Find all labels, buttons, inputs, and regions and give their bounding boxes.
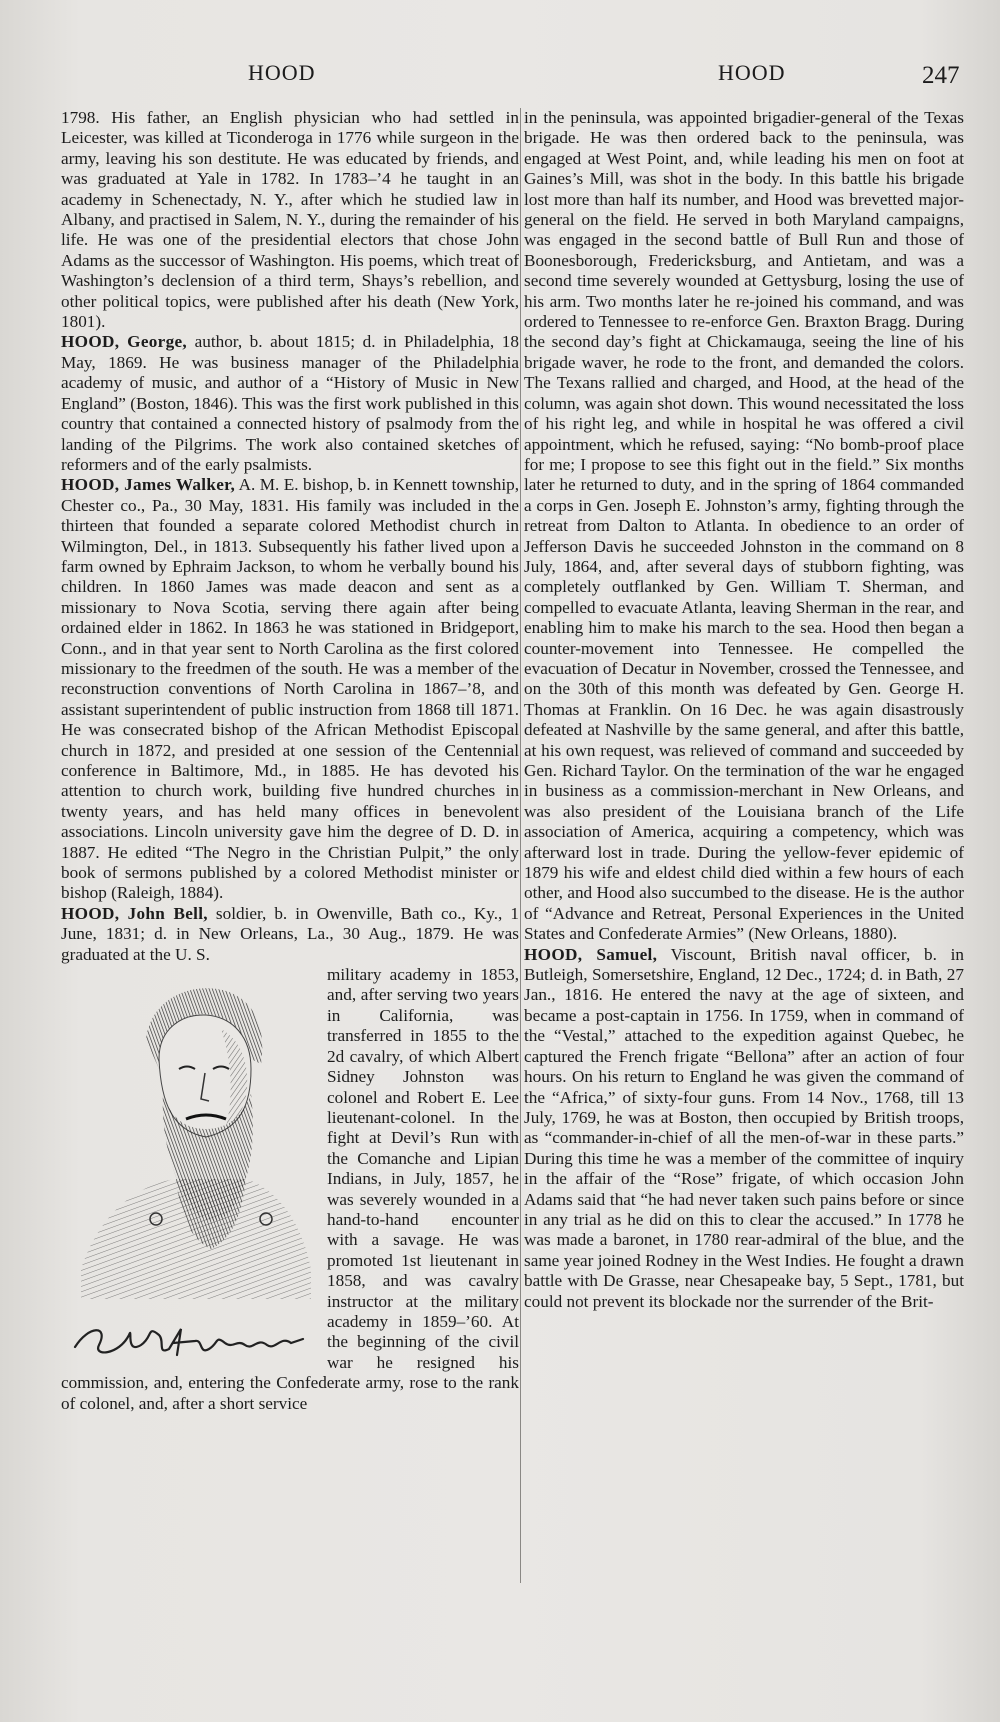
entry-heading: HOOD, Samuel, <box>524 944 658 964</box>
entry-heading: HOOD, James Walker, <box>61 475 236 495</box>
left-column <box>61 108 519 1568</box>
entry-james-walker-hood <box>61 475 519 904</box>
running-head <box>0 60 1000 90</box>
entry-text: Viscount, British naval officer, b. in Butleigh, Somersetshire, England, 12 Dec., 1724; d. in Bath, 27 Jan., 1816. He entered the navy at the age of sixteen, and became a post-captain in 1756. In 1759, when in command of the “Vestal,” attached to the expedition against Quebec, he captured the French frigate “Bellona” after an action of four hours. On his return to England he was given the command of the “Africa,” of sixty-four guns. From 14 Nov., 1768, till 13 July, 1769, he was at Boston, then occupied by British troops, as “commander-in-chief of all the men-of-war in these parts.” During this time he was a member of the committee of inquiry in the affair of the “Rose” frigate, of which occasion John Adams said that “he had never taken such pains before or since in any trial as he did on this to clear the accused.” In 1778 he was made a baronet, in 1780 rear-admiral of the blue, and the same year joined Rodney in the West Indies. He fought a drawn battle with De Grasse, near Chesapeake bay, 5 Sept., 1781, but could not prevent its blockade nor the surrender of the Brit- <box>524 944 964 1311</box>
entry-samuel-hood <box>524 945 964 1312</box>
entry-heading: HOOD, George, <box>61 332 188 352</box>
paragraph-continued: 1798. His father, an English physician who had settled in Leicester, was killed at Ticonderoga in 1776 while surgeon in the army, leaving his son destitute. He was educated by friends, and was graduated at Yale in 1782. In 1783–’4 he taught in an academy in Schenectady, N. Y., after which he studied law in Albany, and practised in Salem, N. Y., during the remainder of his life. He was one of the presidential electors that chose John Adams as the successor of Washington. His poems, which treat of Washington’s declension of a third term, Shays’s rebellion, and other political topics, were published after his death (New York, 1801). <box>61 108 519 332</box>
signature-image <box>69 1315 309 1365</box>
portrait-engraving-image <box>61 969 319 1329</box>
entry-text: author, b. about 1815; d. in Philadelphia, 18 May, 1869. He was business manager of the Philadelphia academy of music, and author of a “History of Music in New England” (Boston, 1846). This was the first work published in this country that contained a connected history of psalmody from the landing of the Pilgrims. The work also contained sketches of reformers and of the early psalmists. <box>61 332 519 474</box>
column-divider <box>520 108 521 1583</box>
entry-text: soldier, b. in Owenville, Bath co., Ky., 1 June, 1831; d. in New Orleans, La., 30 Aug., 1879. He was graduated at the U. S. <box>61 903 519 964</box>
entry-heading: HOOD, John Bell, <box>61 903 208 923</box>
running-head-left: HOOD <box>248 60 316 85</box>
entry-john-bell-hood-continued-right: in the peninsula, was appointed brigadier-general of the Texas brigade. He was then ordered back to the peninsula, was engaged at West Point, and, while leading his men on foot at Gaines’s Mill, was shot in the body. In this battle his brigade lost more than half its number, and Hood was brevetted major-general on the field. He served in both Maryland campaigns, was engaged in the second battle of Bull Run and those of Boonesborough, Fredericksburg, and Antietam, and was a second time severely wounded at Gettysburg, losing the use of his arm. Two months later he re-joined his command, and was ordered to Tennessee to re-enforce Gen. Braxton Bragg. During the second day’s fight at Chickamauga, seeing the line of his brigade waver, he rode to the front, and demanded the colors. The Texans rallied and charged, and Hood, at the head of the column, was again shot down. This wound necessitated the loss of his right leg, and while in hospital he was offered a civil appointment, which he refused, saying: “No bomb-proof place for me; I propose to see this fight out in the field.” Six months later he returned to duty, and in the spring of 1864 commanded a corps in Gen. Joseph E. Johnston’s army, fighting through the retreat from Dalton to Atlanta. In obedience to an order of Jefferson Davis he succeeded Johnston in the command on 8 July, 1864, and, after several days of stubborn fighting, was completely outflanked by Gen. William T. Sherman, and compelled to evacuate Atlanta, leaving Sherman in the rear, and enabling him to make his march to the sea. Hood then began a counter-movement into Tennessee. He compelled the evacuation of Decatur in November, crossed the Tennessee, and on the 30th of this month was defeated by Gen. George H. Thomas at Franklin. On 16 Dec. he was again disastrously defeated at Nashville by the same general, and after this battle, at his own request, was relieved of command and succeeded by Gen. Richard Taylor. On the termination of the war he engaged in business as a commission-merchant in New Orleans, and was also president of the Louisiana branch of the Life association of America, acquiring a competency, which was afterward lost in trade. During the yellow-fever epidemic of 1879 his wife and eldest child died within a few hours of each other, and Hood also succumbed to the disease. He is the author of “Advance and Retreat, Personal Experiences in the United States and Confederate Armies” (New Orleans, 1880). <box>524 108 964 944</box>
running-head-right: HOOD <box>718 60 786 85</box>
entry-george-hood <box>61 332 519 475</box>
right-column <box>524 108 964 1568</box>
entry-john-bell-hood <box>61 904 519 965</box>
entry-text: A. M. E. bishop, b. in Kennett township, Chester co., Pa., 30 May, 1831. His family was included in the thirteen that founded a separate colored Methodist church in Wilmington, Del., in 1813. Subsequently his father lived upon a farm owned by Ephraim Jackson, to whom he verbally bound his children. In 1860 James was made deacon and sent as a missionary to Nova Scotia, serving there again after being ordained elder in 1862. In 1863 he was stationed in Bridgeport, Conn., and in that year sent to North Carolina as the first colored missionary to the freedmen of the south. He was a member of the reconstruction conventions of North Carolina in 1867–’8, and assistant superintendent of public instruction from 1868 till 1871. He was consecrated bishop of the African Methodist Episcopal church in 1872, and presided at one session of the Centennial conference in Baltimore, Md., in 1885. He has devoted his attention to church work, building five hundred churches in twenty years, and has held many offices in benevolent associations. Lincoln university gave him the degree of D. D. in 1887. He edited “The Negro in the Christian Pulpit,” the only book of sermons published by a colored Methodist minister or bishop (Raleigh, 1884). <box>61 475 519 903</box>
portrait-illustration <box>61 969 319 1369</box>
entry-john-bell-hood-continued: military academy in 1853, and, after serving two years in California, was transferred in 1855 to the 2d cavalry, of which Albert Sidney Johnston was colonel and Robert E. Lee lieutenant-colonel. In the fight at Devil’s Run with the Comanche and Lipian Indians, in July, 1857, he was severely wounded in a hand-to-hand encounter with a savage. He was promoted 1st lieutenant in 1858, and was cavalry instructor at the military academy in 1859–’60. At the beginning of the civil war he resigned his commission, and, entering the Confederate army, rose to the rank of colonel, and, after a short service <box>61 965 519 1413</box>
page-number: 247 <box>922 62 960 89</box>
